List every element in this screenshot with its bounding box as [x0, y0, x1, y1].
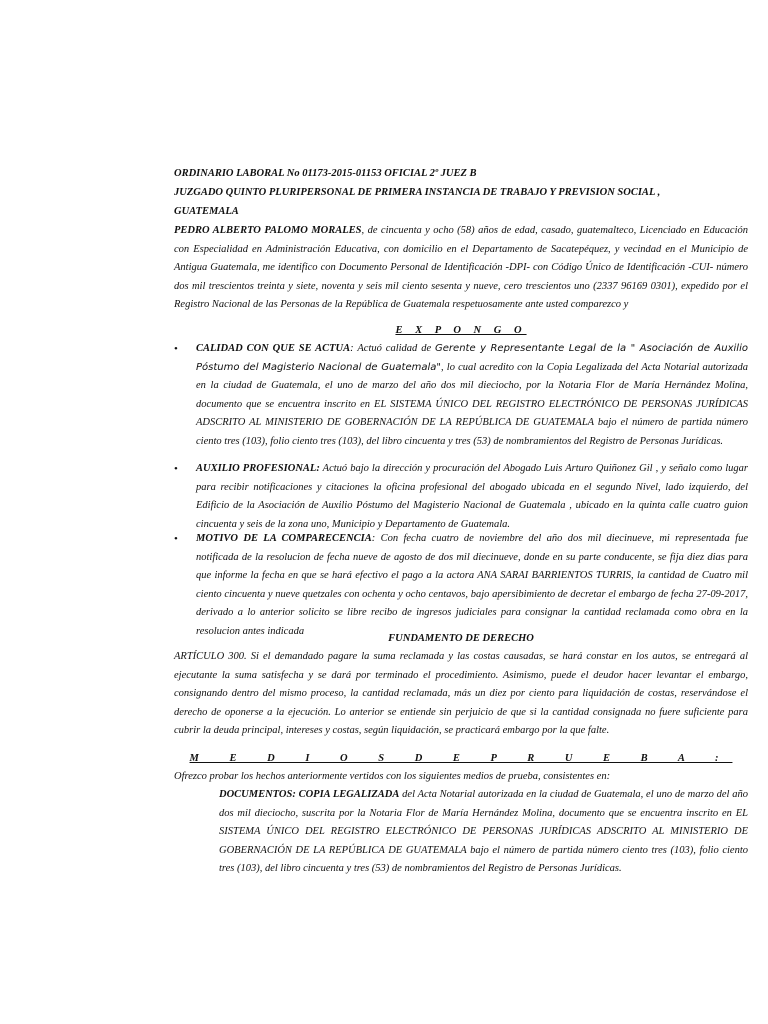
item-text: , lo cual acredito con la Copia Legalizada del Acta Notarial autorizada en la ciudad de Guatemala, el uno de marzo del año dos mil dieciocho, por la Notaria Flor de María Hernández Molina, documento que se encuentra inscrito en EL SISTEMA ÚNICO DEL REGISTRO ELECTRÓNICO DE PERSONAS JURÍDICAS ADSCRITO AL MINISTERIO DE GOBERNACIÓN DE LA REPÚBLICA DE GUATEMALA bajo el número de partida número ciento tres (103), folio ciento tres (103), del libro cincuenta y tres (53) de nombramientos del Registro de Personas Jurídicas. — [196, 361, 749, 447]
case-number-line: ORDINARIO LABORAL No 01173-2015-01153 OFICIAL 2º JUEZ B — [174, 168, 477, 179]
item-title: MOTIVO DE LA COMPARECENCIA — [196, 533, 372, 544]
documentos-paragraph — [219, 786, 748, 879]
court-line-city: GUATEMALA — [174, 206, 239, 217]
list-item-auxilio — [196, 460, 748, 534]
intro-text: , de cincuenta y ocho (58) años de edad, casado, guatemalteco, Licenciado en Educación con Especialidad en Administración Educativa, con domicilio en el Departamento de Sacatepéquez, y vecindad en el Municipio de Antigua Guatemala, me identifico con Documento Personal de Identificación -DPI- con Código Único de Identificación -CUI- número dos mil trescientos treinta y siete, noventa y seis mil ciento sesenta y nueve, cero trescientos uno (2337 96169 0301), expedido por el Registro Nacional de las Personas de la República de Guatemala respetuosamente ante usted comparezco y — [174, 225, 748, 311]
medios-heading: M E D I O S D E P R U E B A : — [189, 753, 733, 764]
intro-paragraph — [174, 222, 748, 315]
fundamento-heading: FUNDAMENTO DE DERECHO — [388, 633, 534, 644]
item-title: AUXILIO PROFESIONAL: — [196, 463, 320, 474]
list-item-motivo — [196, 530, 748, 642]
doc-text: del Acta Notarial autorizada en la ciudad de Guatemala, el uno de marzo del año dos mil dieciocho, suscrita por la Notaria Flor de María Hernández Molina, documento que se encuentra inscrito en EL SISTEMA ÚNICO DEL REGISTRO ELECTRÓNICO DE PERSONAS JURÍDICAS ADSCRITO AL MINISTERIO DE GOBERNACIÓN DE LA REPÚBLICA DE GUATEMALA bajo el número de partida número ciento tres (103), folio ciento tres (103), del libro cincuenta y tres (53) de nombramientos del Registro de Personas Jurídicas. — [219, 789, 748, 875]
bullet-icon: • — [174, 533, 178, 545]
list-item-calidad — [196, 340, 748, 452]
item-highlight: Gerente y Representante Legal de la " Asociación de Auxilio Póstumo del Magisterio Nacional de Guatemala" — [196, 343, 748, 373]
fundamento-paragraph: ARTÍCULO 300. Si el demandado pagare la suma reclamada y las costas causadas, se hará constar en los autos, se entregará al ejecutante la suma satisfecha y se dará por terminado el procedimiento. Asimismo, puede el deudor hacer levantar el embargo, consignando dentro del mismo proceso, la cantidad reclamada, más un diez por ciento para liquidación de costas, reservándose el derecho de oponerse a la ejecución. Lo anterior se entiende sin perjuicio de que si la cantidad consignada no fuere suficiente para cubrir la deuda principal, intereses y costas, según liquidación, se practicará embargo por la que falte. — [174, 651, 748, 737]
doc-title: DOCUMENTOS: COPIA LEGALIZADA — [219, 789, 400, 800]
medios-intro: Ofrezco probar los hechos anteriormente vertidos con los siguientes medios de prueba, consistentes en: — [174, 771, 611, 782]
petitioner-name: PEDRO ALBERTO PALOMO MORALES — [174, 225, 362, 236]
item-text: : Con fecha cuatro de noviembre del año dos mil diecinueve, mi representada fue notificada de la resolucion de fecha nueve de agosto de dos mil diecinueve, donde en su parte conducente, se fija diez dias para que informe la fecha en que se hará efectivo el pago a la actora ANA SARAI BARRIENTOS TURRIS, la cantidad de Cuatro mil ciento cincuenta y nueve quetzales con ochenta y ocho centavos, bajo apersibimiento de decretar el embargo de fecha 27-09-2017, derivado a lo anterior solicito se libre recibo de ingresos judiciales para consignar la cantidad reclamada como obra en la resolucion antes indicada — [196, 533, 748, 637]
item-title: CALIDAD CON QUE SE ACTUA — [196, 343, 351, 354]
bullet-icon: • — [174, 463, 178, 475]
item-lead: : Actuó calidad de — [350, 343, 436, 354]
expongo-heading: E X P O N G O — [395, 325, 527, 336]
item-text: Actuó bajo la dirección y procuración del Abogado Luis Arturo Quiñonez Gil , y señalo como lugar para recibir notificaciones y citaciones la oficina profesional del abogado ubicada en el segundo Nivel, lado izquierdo, del Edificio de la Asociación de Auxilio Póstumo del Magisterio Nacional de Guatemala , ubicado en la quinta calle cuatro guion cincuenta y seis de la zona uno, Municipio y Departamento de Guatemala. — [196, 463, 748, 530]
bullet-icon: • — [174, 343, 178, 355]
court-line: JUZGADO QUINTO PLURIPERSONAL DE PRIMERA INSTANCIA DE TRABAJO Y PREVISION SOCIAL , — [174, 187, 661, 198]
